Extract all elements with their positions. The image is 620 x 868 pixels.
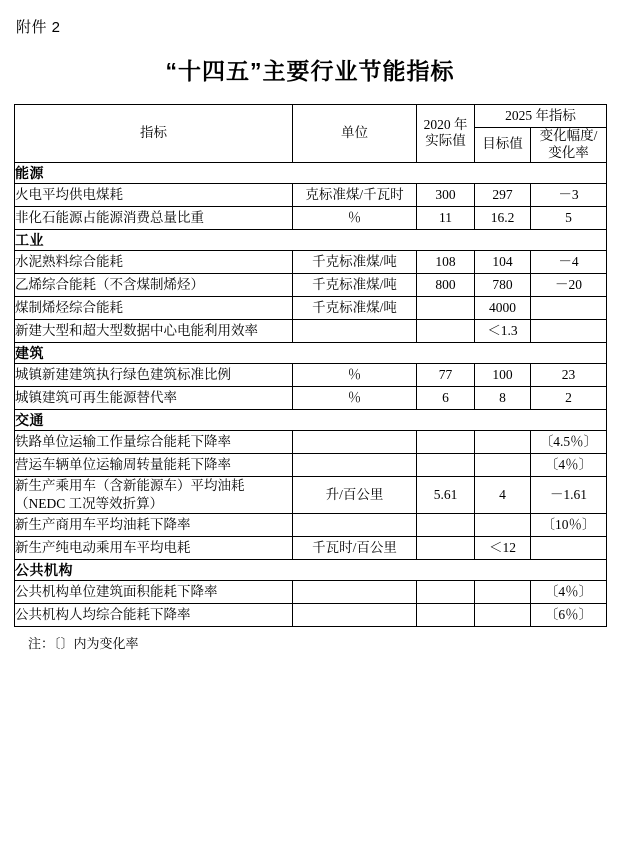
row-change: 〔10％〕 [531,514,607,537]
table-section-row [15,409,607,430]
row-value-2020: 800 [417,273,475,296]
row-value-2020: 77 [417,363,475,386]
row-indicator: 火电平均供电煤耗 [15,183,293,206]
row-target [475,604,531,627]
row-indicator: 煤制烯烃综合能耗 [15,296,293,319]
row-indicator: 新生产乘用车（含新能源车）平均油耗（NEDC 工况等效折算） [15,476,293,513]
table-row [15,183,607,206]
row-indicator: 公共机构人均综合能耗下降率 [15,604,293,627]
row-change: －20 [531,273,607,296]
page-title: “十四五”主要行业节能指标 [165,58,455,84]
row-unit: ％ [293,386,417,409]
table-section-row [15,229,607,250]
header-indicator: 指标 [15,105,293,163]
row-target [475,430,531,453]
table-row [15,250,607,273]
table-section-label: 工业 [15,229,607,250]
row-target: 100 [475,363,531,386]
table-row [15,453,607,476]
header-value-2020 [417,105,475,163]
row-target: 780 [475,273,531,296]
row-change: －4 [531,250,607,273]
header-change [531,128,607,163]
row-target: 297 [475,183,531,206]
row-value-2020 [417,319,475,342]
row-change: 23 [531,363,607,386]
row-unit: 千克标准煤/吨 [293,250,417,273]
table-row [15,319,607,342]
header-change-line1: 变化幅度/ [539,128,598,143]
row-target [475,581,531,604]
table-row [15,430,607,453]
header-change-line2: 变化率 [548,144,589,160]
row-change: 〔6％〕 [531,604,607,627]
table-row [15,581,607,604]
row-indicator: 水泥熟料综合能耗 [15,250,293,273]
attachment-label: 附件 2 [16,19,61,36]
row-target [475,453,531,476]
table-row [15,604,607,627]
table-section-label: 交通 [15,409,607,430]
row-change: 〔4％〕 [531,453,607,476]
row-unit: 克标准煤/千瓦时 [293,183,417,206]
row-indicator: 铁路单位运输工作量综合能耗下降率 [15,430,293,453]
table-row [15,514,607,537]
table-section-label: 公共机构 [15,560,607,581]
table-section-row [15,162,607,183]
row-indicator: 城镇建筑可再生能源替代率 [15,386,293,409]
header-value-2020-line2: 实际值 [425,133,466,149]
header-target: 目标值 [475,128,531,163]
row-indicator: 新生产纯电动乘用车平均电耗 [15,537,293,560]
row-change [531,319,607,342]
table-row [15,363,607,386]
row-target: ＜12 [475,537,531,560]
table-row [15,386,607,409]
row-unit: 千克标准煤/吨 [293,273,417,296]
row-target [475,514,531,537]
row-target: 4 [475,476,531,513]
row-change: －1.61 [531,476,607,513]
header-unit: 单位 [293,105,417,163]
row-unit: 升/百公里 [293,476,417,513]
row-unit [293,453,417,476]
table-note: 注：〔〕内为变化率 [28,636,139,652]
table-row [15,206,607,229]
row-unit: 千克标准煤/吨 [293,296,417,319]
table-row [15,476,607,513]
row-unit [293,604,417,627]
row-value-2020: 300 [417,183,475,206]
row-value-2020: 11 [417,206,475,229]
table-body [15,162,607,626]
row-value-2020: 5.61 [417,476,475,513]
row-value-2020 [417,453,475,476]
row-change [531,296,607,319]
row-value-2020: 6 [417,386,475,409]
row-indicator: 非化石能源占能源消费总量比重 [15,206,293,229]
row-unit [293,581,417,604]
row-unit [293,514,417,537]
row-unit [293,430,417,453]
row-change: －3 [531,183,607,206]
row-indicator: 城镇新建建筑执行绿色建筑标准比例 [15,363,293,386]
table-section-label: 能源 [15,162,607,183]
row-change: 〔4％〕 [531,581,607,604]
header-group-2025: 2025 年指标 [475,105,607,128]
table-row [15,296,607,319]
row-unit: ％ [293,206,417,229]
row-indicator: 新生产商用车平均油耗下降率 [15,514,293,537]
row-indicator: 营运车辆单位运输周转量能耗下降率 [15,453,293,476]
row-target: 104 [475,250,531,273]
table-header [15,105,607,163]
row-indicator: 新建大型和超大型数据中心电能利用效率 [15,319,293,342]
row-value-2020 [417,430,475,453]
energy-indicator-table [14,104,607,627]
row-target: 8 [475,386,531,409]
row-indicator: 乙烯综合能耗（不含煤制烯烃） [15,273,293,296]
row-change [531,537,607,560]
table-row [15,537,607,560]
table-section-row [15,342,607,363]
table-section-row [15,560,607,581]
row-change: 5 [531,206,607,229]
row-target: 4000 [475,296,531,319]
row-value-2020 [417,514,475,537]
row-target: ＜1.3 [475,319,531,342]
row-change: 〔4.5％〕 [531,430,607,453]
row-unit [293,319,417,342]
header-value-2020-line1: 2020 年 [423,116,468,132]
table-row [15,273,607,296]
table-section-label: 建筑 [15,342,607,363]
row-target: 16.2 [475,206,531,229]
row-value-2020 [417,604,475,627]
row-indicator: 公共机构单位建筑面积能耗下降率 [15,581,293,604]
row-unit: 千瓦时/百公里 [293,537,417,560]
row-value-2020 [417,537,475,560]
row-change: 2 [531,386,607,409]
row-value-2020 [417,296,475,319]
row-value-2020 [417,581,475,604]
row-value-2020: 108 [417,250,475,273]
row-unit: ％ [293,363,417,386]
